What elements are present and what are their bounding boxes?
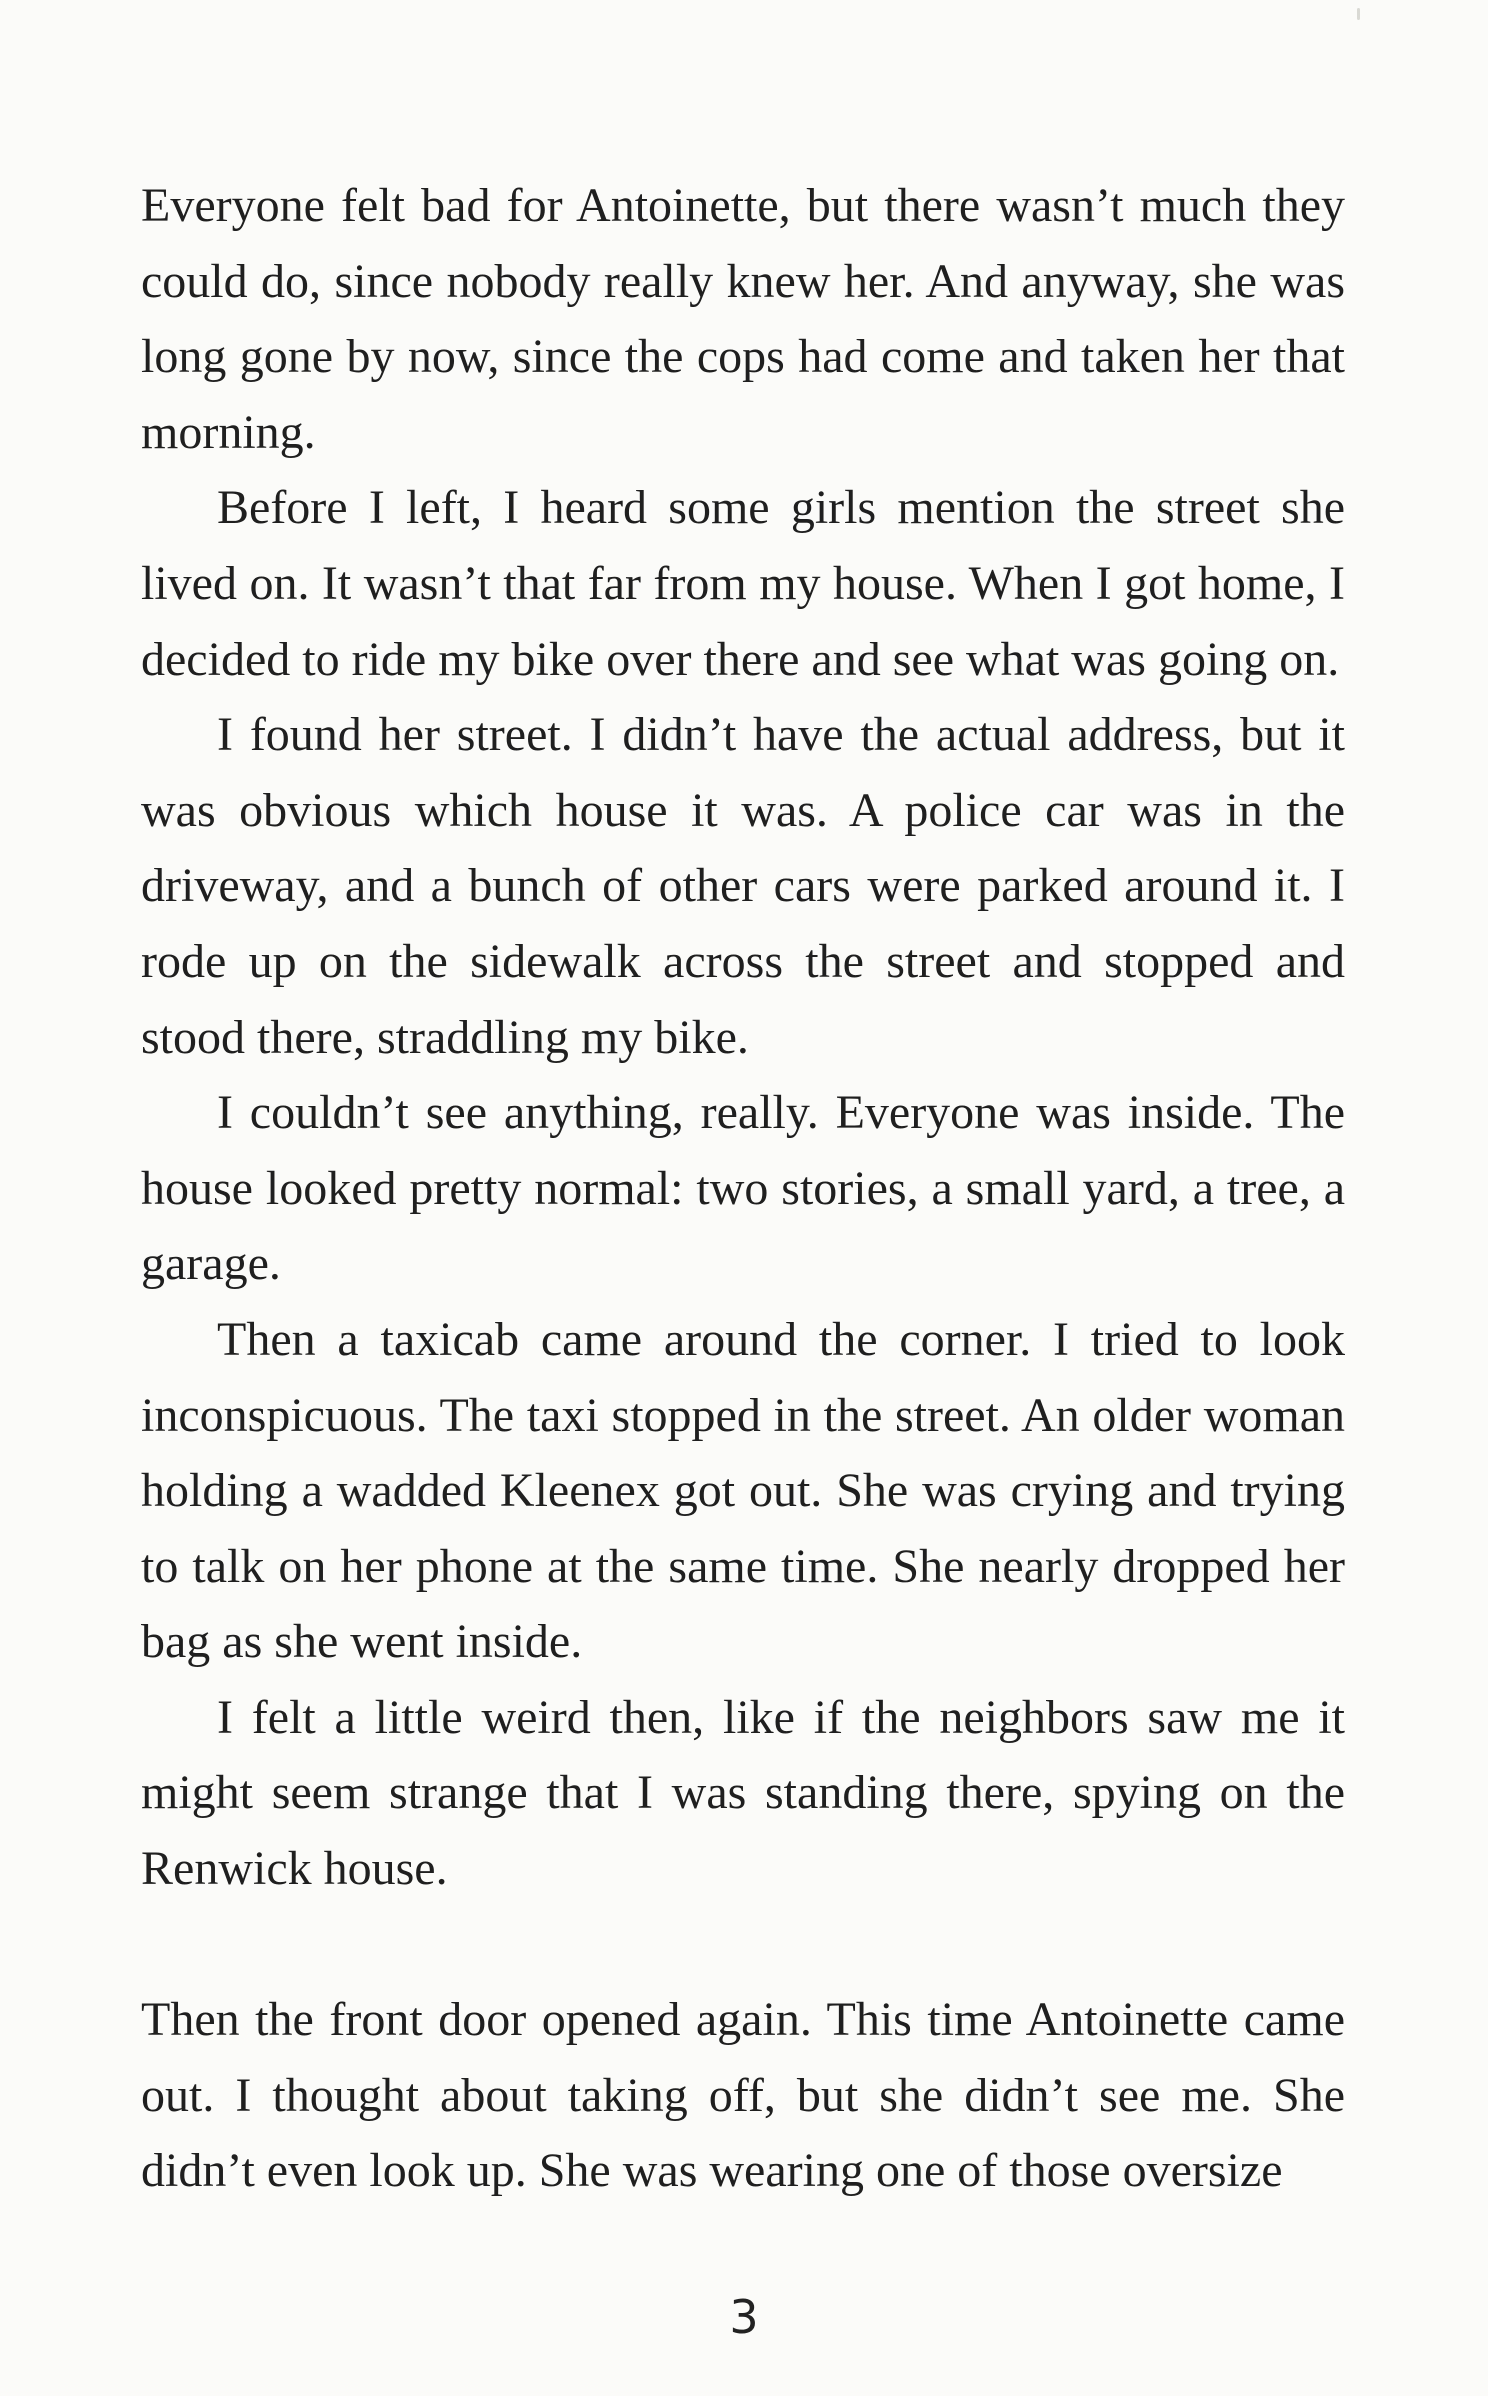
- scan-speck: [1357, 8, 1360, 20]
- paragraph-7: Then the front door opened again. This time Antoinette came out. I thought about taking off, but she didn’t see me. She didn’t even look up. She was wearing one of those oversize: [141, 1993, 1345, 2198]
- paragraph-6: I felt a little weird then, like if the neighbors saw me it might seem strange that I was standing there, spying on the Renwick house.: [141, 1690, 1345, 1896]
- body-text: [141, 168, 1345, 2209]
- paragraph-4: I couldn’t see anything, really. Everyone was inside. The house looked pretty normal: two stories, a small yard, a tree, a garage.: [141, 1086, 1345, 1291]
- page-number: 3: [729, 2290, 759, 2344]
- paragraph-1: Everyone felt bad for Antoinette, but there wasn’t much they could do, since nobody really knew her. And anyway, she was long gone by now, since the cops had come and taken her that morning.: [141, 179, 1345, 459]
- paragraph-3: I found her street. I didn’t have the actual address, but it was obvious which house it was. A police car was in the driveway, and a bunch of other cars were parked around it. I rode up on the sidewalk across the street and stopped and stood there, straddling my bike.: [141, 708, 1345, 1064]
- paragraph-2: Before I left, I heard some girls mention the street she lived on. It wasn’t that far from my house. When I got home, I decided to ride my bike over there and see what was going on.: [141, 481, 1345, 686]
- paragraph-5: Then a taxicab came around the corner. I tried to look inconspicuous. The taxi stopped in the street. An older woman holding a wadded Kleenex got out. She was crying and trying to talk on her phone at the same time. She nearly dropped her bag as she went inside.: [141, 1312, 1345, 1669]
